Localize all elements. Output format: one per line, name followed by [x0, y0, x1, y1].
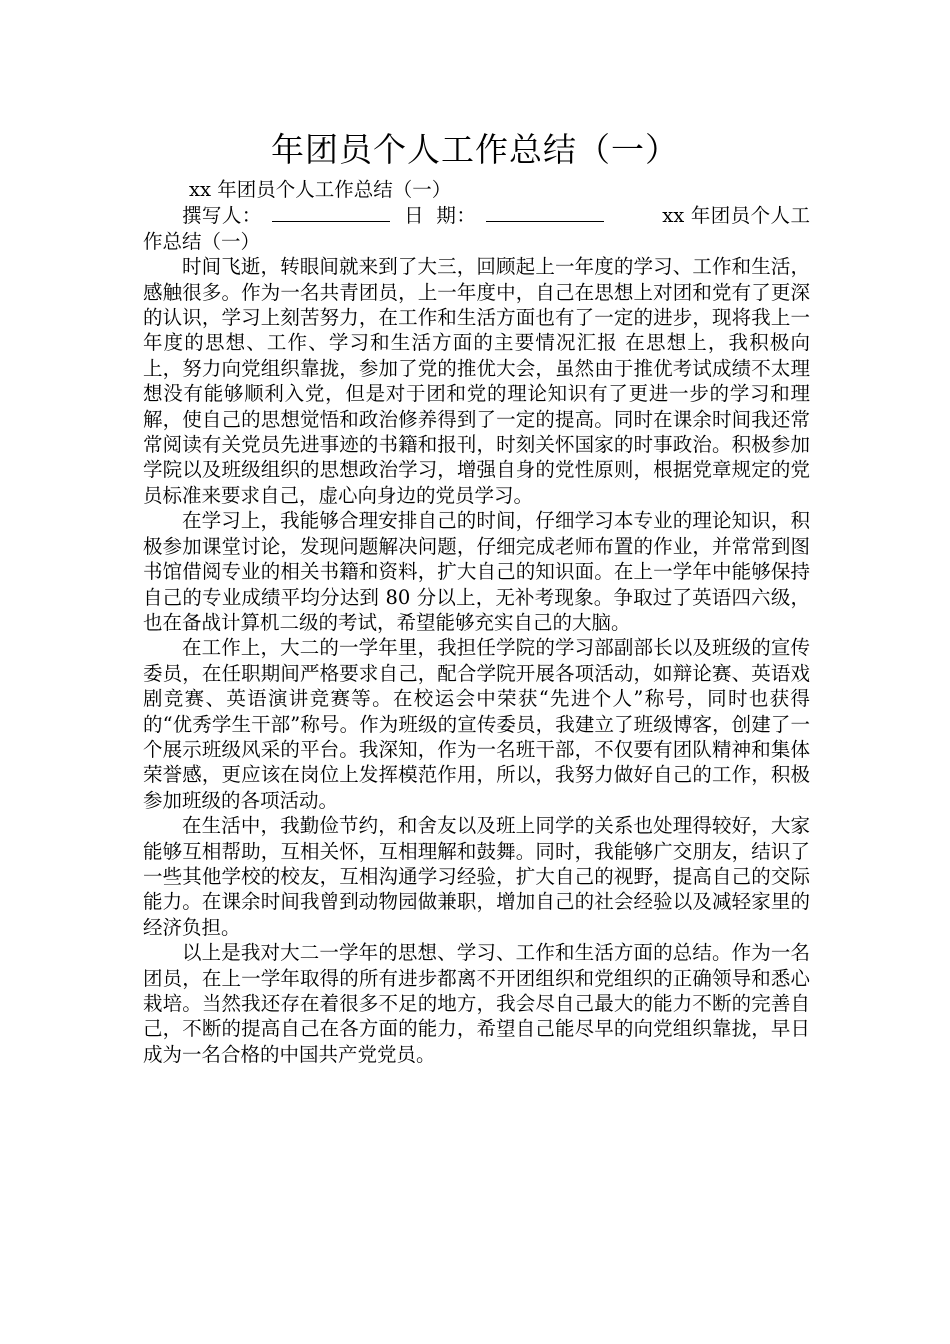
paragraph-work: 在工作上，大二的一学年里，我担任学院的学习部副部长以及班级的宣传委员，在任职期间严格要求自己，配合学院开展各项活动，如辩论赛、英语戏剧竞赛、英语演讲竞赛等。在校运会中荣获“先进个人”称号，同时也获得的“优秀学生干部”称号。作为班级的宣传委员，我建立了班级博客，创建了一个展示班级风采的平台。我深知，作为一名班干部，不仅要有团队精神和集体荣誉感，更应该在岗位上发挥模范作用，所以，我努力做好自己的工作，积极参加班级的各项活动。: [143, 636, 810, 812]
document-subtitle: xx 年团员个人工作总结（一）: [189, 178, 452, 201]
date-label-2: 期：: [436, 204, 477, 228]
paragraph-study: 在学习上，我能够合理安排自己的时间，仔细学习本专业的理论知识，积极参加课堂讨论，发现问题解决问题，仔细完成老师布置的作业，并常常到图书馆借阅专业的相关书籍和资料，扩大自己的知识面。在上一学年中能够保持自己的专业成绩平均分达到 80 分以上，无补考现象。争取过了英语四六级，也在备战计算机二级的考试，希望能够充实自己的大脑。: [143, 509, 810, 634]
date-blank: [486, 202, 604, 222]
paragraph-conclusion: 以上是我对大二一学年的思想、学习、工作和生活方面的总结。作为一名团员，在上一学年取得的所有进步都离不开团组织和党组织的正确领导和悉心栽培。当然我还存在着很多不足的地方，我会尽自己最大的能力不断的完善自己，不断的提高自己在各方面的能力，希望自己能尽早的向党组织靠拢，早日成为一名合格的中国共产党党员。: [143, 941, 810, 1066]
document-title: 年团员个人工作总结（一）: [271, 130, 679, 169]
date-label-1: 日: [403, 204, 425, 228]
author-blank: [272, 202, 390, 222]
meta-trailing-text: xx 年团员个人工作总结（一）: [143, 204, 810, 253]
author-label: 撰写人：: [182, 204, 262, 228]
paragraph-life: 在生活中，我勤俭节约，和舍友以及班上同学的关系也处理得较好，大家能够互相帮助，互相关怀，互相理解和鼓舞。同时，我能够广交朋友，结识了一些其他学校的校友，互相沟通学习经验，扩大自己的视野，提高自己的交际能力。在课余时间我曾到动物园做兼职，增加自己的社会经验以及减轻家里的经济负担。: [143, 814, 810, 939]
document-meta-line: [143, 202, 810, 254]
document-body: [143, 177, 810, 1067]
paragraph-thought: 时间飞逝，转眼间就来到了大三，回顾起上一年度的学习、工作和生活，感触很多。作为一名共青团员，上一年度中，自己在思想上对团和党有了更深的认识，学习上刻苦努力，在工作和生活方面也有了一定的进步，现将我上一年度的思想、工作、学习和生活方面的主要情况汇报 在思想上，我积极向上，努力向党组织靠拢，参加了党的推优大会，虽然由于推优考试成绩不太理想没有能够顺利入党，但是对于团和党的理论知识有了更进一步的学习和理解，使自己的思想觉悟和政治修养得到了一定的提高。同时在课余时间我还常常阅读有关党员先进事迹的书籍和报刊，时刻关怀国家的时事政治。积极参加学院以及班级组织的思想政治学习，增强自身的党性原则，根据党章规定的党员标准来要求自己，虚心向身边的党员学习。: [143, 255, 810, 507]
